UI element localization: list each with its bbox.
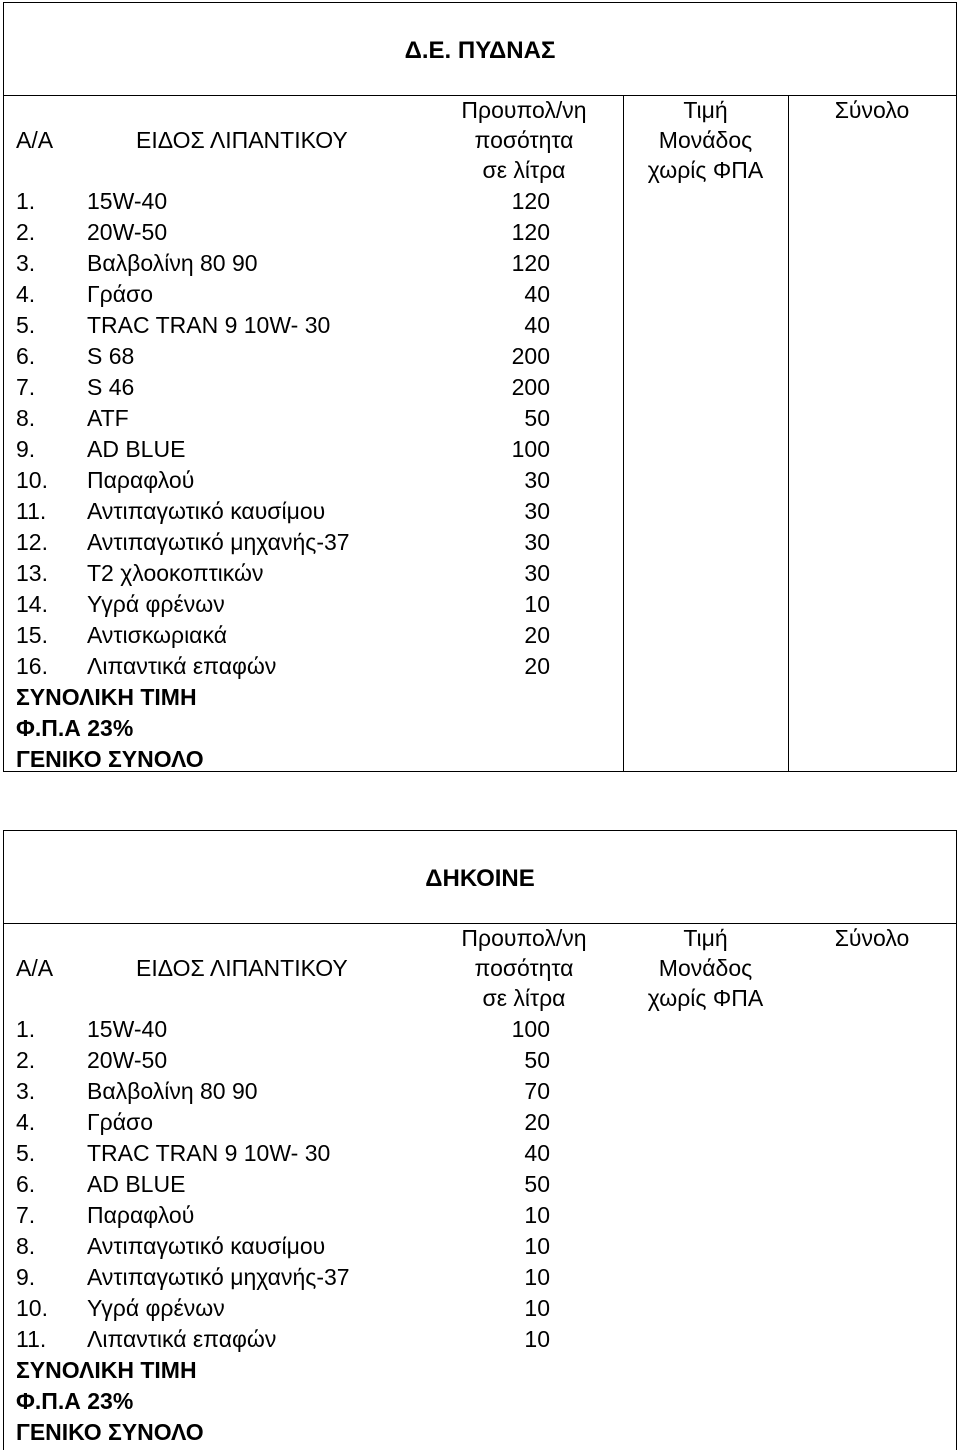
row-number: 1.: [16, 1016, 36, 1042]
row-qty: 50: [524, 405, 550, 431]
row-item: Αντιπαγωτικό καυσίμου: [87, 1233, 326, 1259]
row-number: 15.: [16, 622, 48, 648]
row-qty: 50: [524, 1171, 550, 1197]
row-item: Αντιπαγωτικό μηχανής-37: [87, 529, 350, 555]
header-qty-line1: Προυπολ/νη: [461, 97, 587, 123]
row-number: 8.: [16, 1233, 36, 1259]
row-item: Γράσο: [87, 281, 154, 307]
row-qty: 120: [511, 219, 550, 245]
row-qty: 100: [511, 436, 550, 462]
header-item: ΕΙΔΟΣ ΛΙΠΑΝΤΙΚΟΥ: [136, 127, 348, 153]
row-item: 15W-40: [87, 188, 168, 214]
row-qty: 120: [511, 250, 550, 276]
row-number: 6.: [16, 343, 36, 369]
row-number: 13.: [16, 560, 48, 586]
row-qty: 10: [524, 1233, 550, 1259]
row-number: 3.: [16, 250, 36, 276]
row-number: 2.: [16, 219, 36, 245]
row-qty: 200: [511, 343, 550, 369]
row-number: 16.: [16, 653, 48, 679]
row-qty: 30: [524, 529, 550, 555]
header-qty-line3: σε λίτρα: [482, 157, 566, 183]
row-number: 4.: [16, 281, 36, 307]
summary-total-price: ΣΥΝΟΛΙΚΗ ΤΙΜΗ: [16, 684, 197, 710]
row-item: Λιπαντικά επαφών: [87, 653, 277, 679]
row-qty: 10: [524, 1326, 550, 1352]
row-item: Υγρά φρένων: [87, 591, 225, 617]
summary-grand-total: ΓΕΝΙΚΟ ΣΥΝΟΛΟ: [16, 746, 204, 772]
row-item: Αντιπαγωτικό μηχανής-37: [87, 1264, 350, 1290]
table-title: Δ.Ε. ΠΥΔΝΑΣ: [404, 37, 556, 64]
price-table-pydna: [3, 2, 957, 772]
row-qty: 200: [511, 374, 550, 400]
row-item: AD BLUE: [87, 1171, 186, 1197]
row-number: 10.: [16, 1295, 48, 1321]
header-total: Σύνολο: [834, 97, 910, 123]
row-number: 10.: [16, 467, 48, 493]
row-number: 7.: [16, 374, 36, 400]
row-item: Λιπαντικά επαφών: [87, 1326, 277, 1352]
header-aa: Α/Α: [16, 955, 54, 981]
row-item: Βαλβολίνη 80 90: [87, 250, 258, 276]
row-number: 2.: [16, 1047, 36, 1073]
row-item: 20W-50: [87, 219, 168, 245]
row-item: TRAC TRAN 9 10W- 30: [87, 1140, 331, 1166]
row-number: 11.: [16, 498, 47, 524]
row-qty: 20: [524, 622, 550, 648]
header-price-line2: Μονάδος: [658, 955, 753, 981]
row-item: Παραφλού: [87, 1202, 195, 1228]
row-number: 11.: [16, 1326, 47, 1352]
row-qty: 30: [524, 498, 550, 524]
row-qty: 10: [524, 1264, 550, 1290]
row-qty: 70: [524, 1078, 550, 1104]
header-price-line3: χωρίς ΦΠΑ: [647, 985, 764, 1011]
row-item: Τ2 χλοοκοπτικών: [87, 560, 264, 586]
summary-total-price: ΣΥΝΟΛΙΚΗ ΤΙΜΗ: [16, 1357, 197, 1383]
row-item: 20W-50: [87, 1047, 168, 1073]
row-number: 1.: [16, 188, 36, 214]
row-number: 7.: [16, 1202, 36, 1228]
row-number: 9.: [16, 436, 36, 462]
row-item: Παραφλού: [87, 467, 195, 493]
header-price-line1: Τιμή: [683, 97, 728, 123]
header-total: Σύνολο: [834, 925, 910, 951]
row-qty: 20: [524, 1109, 550, 1135]
row-qty: 120: [511, 188, 550, 214]
row-item: Γράσο: [87, 1109, 154, 1135]
row-qty: 50: [524, 1047, 550, 1073]
row-number: 14.: [16, 591, 48, 617]
header-qty-line1: Προυπολ/νη: [461, 925, 587, 951]
row-item: AD BLUE: [87, 436, 186, 462]
row-number: 12.: [16, 529, 48, 555]
row-number: 3.: [16, 1078, 36, 1104]
column-divider: [788, 95, 789, 771]
row-number: 9.: [16, 1264, 36, 1290]
row-item: 15W-40: [87, 1016, 168, 1042]
row-number: 5.: [16, 1140, 36, 1166]
row-qty: 10: [524, 1202, 550, 1228]
header-price-line2: Μονάδος: [658, 127, 753, 153]
row-item: TRAC TRAN 9 10W- 30: [87, 312, 331, 338]
row-qty: 40: [524, 1140, 550, 1166]
table-title: ΔΗΚΟΙΝΕ: [425, 865, 535, 892]
header-aa: Α/Α: [16, 127, 54, 153]
row-qty: 40: [524, 281, 550, 307]
row-qty: 30: [524, 560, 550, 586]
header-qty-line3: σε λίτρα: [482, 985, 566, 1011]
price-table-dikoine: [3, 830, 957, 1450]
row-qty: 20: [524, 653, 550, 679]
header-price-line3: χωρίς ΦΠΑ: [647, 157, 764, 183]
row-qty: 40: [524, 312, 550, 338]
row-number: 5.: [16, 312, 36, 338]
header-qty-line2: ποσότητα: [474, 127, 574, 153]
row-qty: 100: [511, 1016, 550, 1042]
row-item: ATF: [87, 405, 129, 431]
row-item: S 46: [87, 374, 135, 400]
summary-grand-total: ΓΕΝΙΚΟ ΣΥΝΟΛΟ: [16, 1419, 204, 1445]
row-item: Αντισκωριακά: [87, 622, 227, 648]
summary-vat: Φ.Π.Α 23%: [16, 1388, 134, 1414]
summary-vat: Φ.Π.Α 23%: [16, 715, 134, 741]
row-item: S 68: [87, 343, 135, 369]
row-item: Βαλβολίνη 80 90: [87, 1078, 258, 1104]
row-number: 8.: [16, 405, 36, 431]
header-qty-line2: ποσότητα: [474, 955, 574, 981]
column-divider: [623, 95, 624, 771]
header-price-line1: Τιμή: [683, 925, 728, 951]
row-qty: 30: [524, 467, 550, 493]
row-item: Υγρά φρένων: [87, 1295, 225, 1321]
header-item: ΕΙΔΟΣ ΛΙΠΑΝΤΙΚΟΥ: [136, 955, 348, 981]
row-qty: 10: [524, 591, 550, 617]
row-qty: 10: [524, 1295, 550, 1321]
row-item: Αντιπαγωτικό καυσίμου: [87, 498, 326, 524]
row-number: 6.: [16, 1171, 36, 1197]
row-number: 4.: [16, 1109, 36, 1135]
